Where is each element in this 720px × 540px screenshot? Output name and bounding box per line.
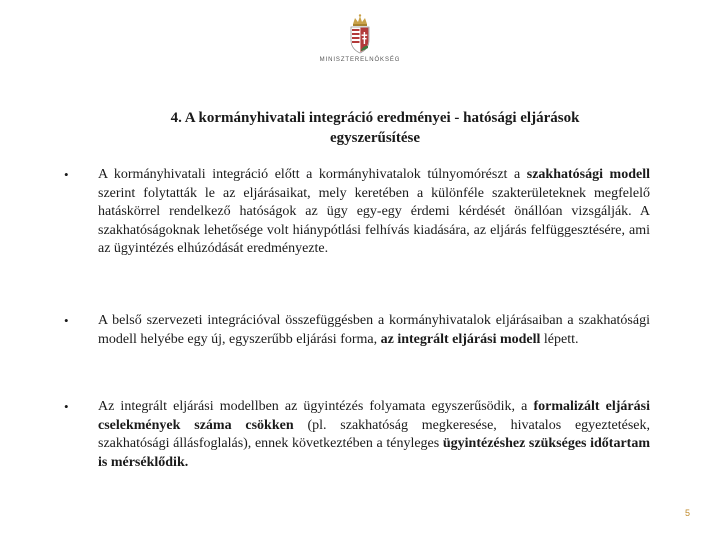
text-run: szerint folytatták le az eljárásaikat, mely keretében a különféle szakterületeknek megfelelő hatáskörrel rendelkező hatóságok az ügy egy-egy érdemi kérdését önállóan vizsgálják. A szakhatóságoknak lehetősége volt hiánypótlási felhívás kiadására, az eljárás felfüggesztésére, ami az ügyintézés elhúzódását eredményezte. bbox=[98, 185, 650, 257]
header-logo bbox=[0, 14, 720, 63]
ministry-name: MINISZTERELNÖKSÉG bbox=[319, 57, 401, 63]
bullet-text bbox=[98, 312, 650, 349]
bullet-marker: • bbox=[64, 167, 69, 182]
bullet-text bbox=[98, 398, 650, 472]
coat-of-arms-icon bbox=[348, 14, 372, 54]
bold-text-run: szakhatósági modell bbox=[526, 167, 650, 182]
text-run: A kormányhivatali integráció előtt a kormányhivatalok túlnyomórészt a bbox=[98, 167, 527, 182]
bold-text-run: az integrált eljárási modell bbox=[380, 331, 541, 347]
text-run: Az integrált eljárási modellben az ügyintézés folyamata egyszerűsödik, a bbox=[98, 399, 534, 414]
bullet-item bbox=[64, 166, 650, 259]
bullet-item bbox=[64, 398, 650, 472]
bullet-text bbox=[98, 166, 650, 259]
text-run: A belső szervezeti integrációval összefüggésben a kormányhivatalok eljárásaiban a szakhatósági modell helyébe egy új, egyszerűbb eljárási forma, bbox=[98, 313, 650, 347]
slide-title: 4. A kormányhivatali integráció eredményei - hatósági eljárások egyszerűsítése bbox=[170, 110, 580, 146]
bullet-marker: • bbox=[64, 399, 69, 414]
bold-text-run: formalizált eljárási cselekmények száma csökken bbox=[98, 399, 650, 433]
text-run: lépett. bbox=[540, 331, 579, 347]
page-number: 5 bbox=[684, 508, 690, 518]
bold-text-run: ügyintézéshez szükséges időtartam is mérséklődik. bbox=[98, 436, 650, 470]
bullet-marker: • bbox=[64, 313, 69, 328]
text-run: (pl. szakhatóság megkeresése, hivatalos egyeztetések, szakhatósági állásfoglalás), ennek következtében a tényleges bbox=[98, 417, 650, 452]
bullet-item bbox=[64, 312, 650, 349]
